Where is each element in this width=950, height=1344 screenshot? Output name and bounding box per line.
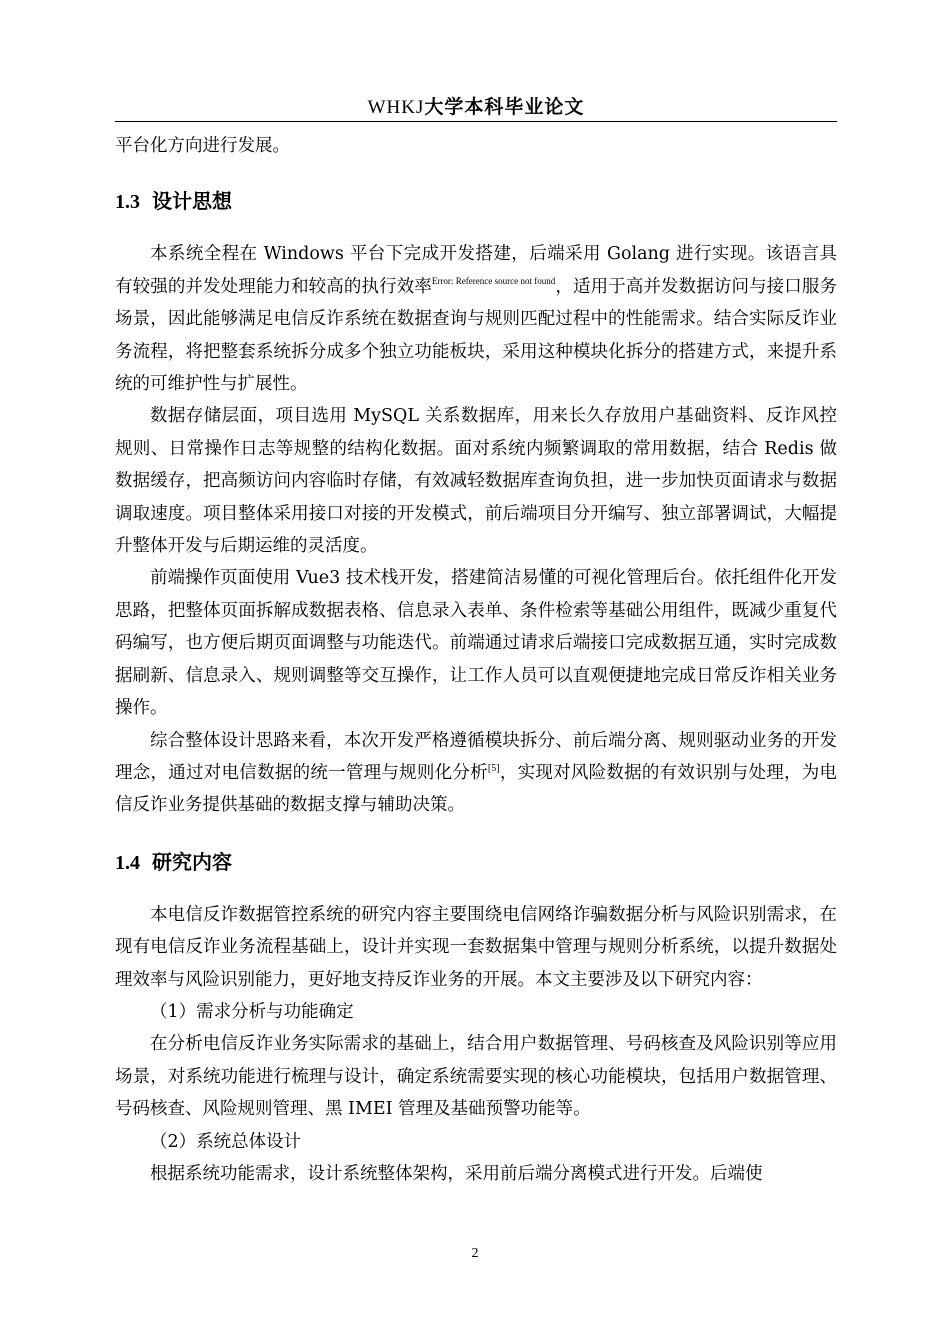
section-heading-1-4 [115,848,837,877]
paragraph [115,725,837,822]
list-item-title: （2）系统总体设计 [150,1131,302,1152]
carryover-paragraph: 平台化方向进行发展。 [115,136,290,156]
section-heading-1-3 [115,187,837,216]
paragraph: 前端操作页面使用 Vue3 技术栈开发，搭建简洁易懂的可视化管理后台。依托组件化开发思路，把整体页面拆解成数据表格、信息录入表单、条件检索等基础公用组件，既减少重复代码编写，也方便后期页面调整与功能迭代。前端通过请求后端接口完成数据互通，实时完成数据刷新、信息录入、规则调整等交互操作，让工作人员可以直观便捷地完成日常反诈相关业务操作。 [115,568,837,719]
paragraph-text: ，实现对风险数据的有效识别与处理，为电信反诈业务提供基础的数据支撑与辅助决策。 [115,762,837,816]
header-title: 大学本科毕业论文 [424,96,585,118]
paragraph-text: ，适用于高并发数据访问与接口服务场景，因此能够满足电信反诈系统在数据查询与规则匹配过程中的性能需求。结合实际反诈业务流程，将把整套系统拆分成多个独立功能板块，采用这种模块化拆分的搭建方式，来提升系统的可维护性与扩展性。 [115,276,837,395]
section-title: 设计思想 [152,189,232,214]
paragraph [115,238,837,400]
page-content [115,130,837,1190]
section-title: 研究内容 [152,849,232,874]
citation: [5] [487,762,500,774]
list-item-title: （1）需求分析与功能确定 [150,1001,354,1022]
paragraph-text: 本系统全程在 Windows 平台下完成开发搭建，后端采用 Golang 进行实现。该语言具有较强的并发处理能力和较高的执行效率 [115,244,837,297]
header-institution-code: WHKJ [367,97,425,118]
page-header [115,92,837,122]
paragraph: 根据系统功能需求，设计系统整体架构，采用前后端分离模式进行开发。后端使 [150,1163,763,1184]
paragraph: 本电信反诈数据管控系统的研究内容主要围绕电信网络诈骗数据分析与风险识别需求，在现有电信反诈业务流程基础上，设计并实现一套数据集中管理与规则分析系统，以提升数据处理效率与风险识别能力，更好地支持反诈业务的开展。本文主要涉及以下研究内容： [115,904,837,990]
paragraph-text: 综合整体设计思路来看，本次开发严格遵循模块拆分、前后端分离、规则驱动业务的开发理念，通过对电信数据的统一管理与规则化分析 [115,730,837,783]
section-number: 1.4 [115,851,140,874]
page-number: 2 [471,1246,479,1261]
header-rule [115,121,837,122]
paragraph: 数据存储层面，项目选用 MySQL 关系数据库，用来长久存放用户基础资料、反诈风控规则、日常操作日志等规整的结构化数据。面对系统内频繁调取的常用数据，结合 Redis 做数据缓存，把高频访问内容临时存储，有效减轻数据库查询负担，进一步加快页面请求与数据调取速度。项目整体采用接口对接的开发模式，前后端项目分开编写、独立部署调试，大幅提升整体开发与后期运维的灵活度。 [115,406,837,557]
paragraph: 在分析电信反诈业务实际需求的基础上，结合用户数据管理、号码核查及风险识别等应用场景，对系统功能进行梳理与设计，确定系统需要实现的核心功能模块，包括用户数据管理、号码核查、风险规则管理、黑 IMEI 管理及基础预警功能等。 [115,1034,837,1120]
reference-error-note: Error: Reference source not found [431,275,556,286]
section-number: 1.3 [115,191,140,214]
